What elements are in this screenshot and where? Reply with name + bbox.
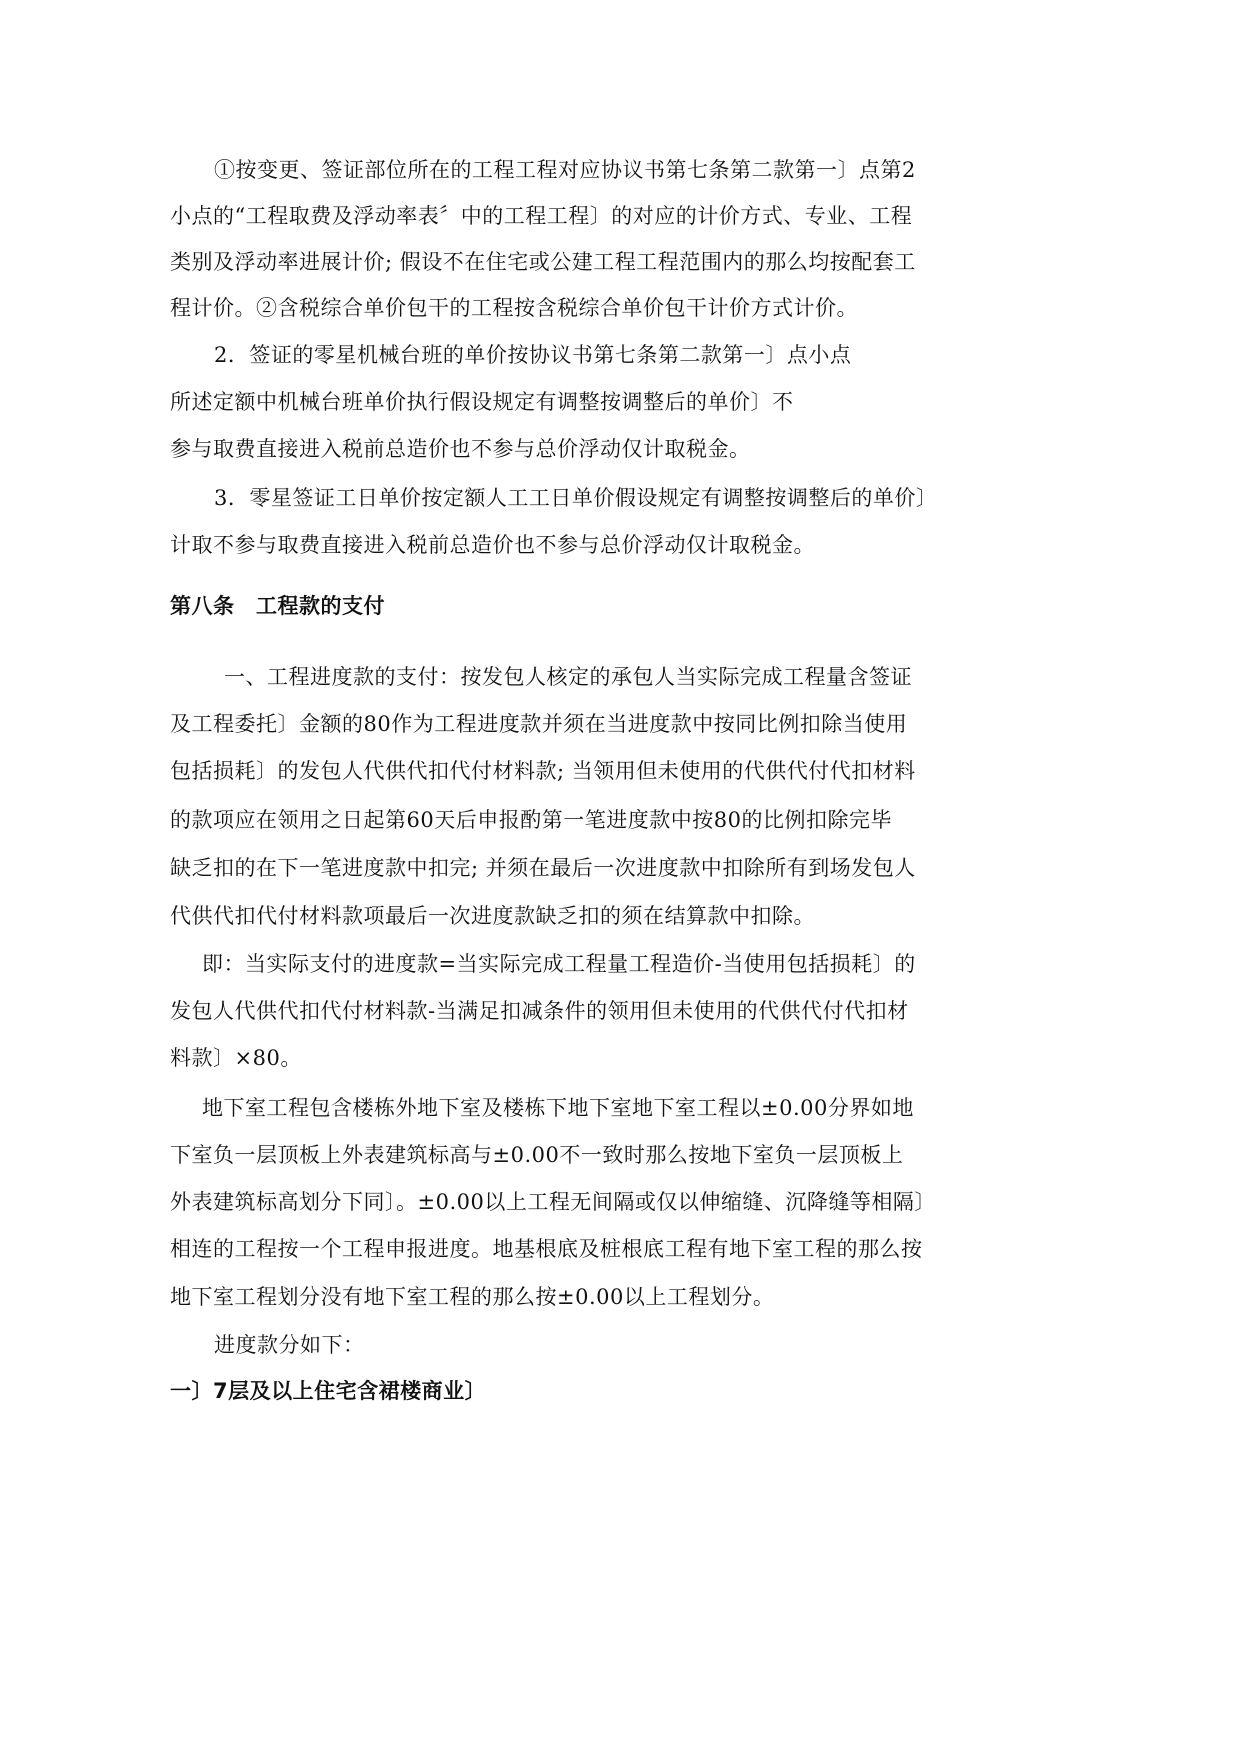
paragraph-line: 计取不参与取费直接进入税前总造价也不参与总价浮动仅计取税金。	[170, 533, 815, 557]
section-heading: 第八条 工程款的支付	[170, 594, 385, 618]
paragraph-line: 料款〕×80。	[170, 1046, 302, 1070]
paragraph-line: 程计价。②含税综合单价包干的工程按含税综合单价包干计价方式计价。	[170, 296, 858, 320]
paragraph-line: 即：当实际支付的进度款=当实际完成工程量工程造价-当使用包括损耗〕的	[202, 952, 916, 976]
subsection-heading: 一〕7层及以上住宅含裙楼商业〕	[170, 1379, 487, 1403]
paragraph-line: 缺乏扣的在下一笔进度款中扣完; 并须在最后一次进度款中扣除所有到场发包人	[170, 856, 916, 880]
paragraph-line: 地下室工程包含楼栋外地下室及楼栋下地下室地下室工程以±0.00分界如地	[202, 1096, 914, 1120]
paragraph-line: 外表建筑标高划分下同〕。±0.00以上工程无间隔或仅以伸缩缝、沉降缝等相隔〕	[170, 1190, 936, 1214]
paragraph-line: 3．零星签证工日单价按定额人工工日单价假设规定有调整按调整后的单价〕	[214, 486, 938, 510]
paragraph-line: 地下室工程划分没有地下室工程的那么按±0.00以上工程划分。	[170, 1285, 775, 1309]
paragraph-line: 小点的“工程取费及浮动率表〞中的工程工程〕的对应的计价方式、专业、工程	[170, 204, 913, 228]
paragraph-line: ①按变更、签证部位所在的工程工程对应协议书第七条第二款第一〕点第2	[214, 158, 916, 182]
paragraph-line: 所述定额中机械台班单价执行假设规定有调整按调整后的单价〕不	[170, 390, 794, 414]
paragraph-line: 及工程委托〕金额的80作为工程进度款并须在当进度款中按同比例扣除当使用	[170, 712, 908, 736]
paragraph-line: 参与取费直接进入税前总造价也不参与总价浮动仅计取税金。	[170, 437, 751, 461]
paragraph-line: 进度款分如下：	[214, 1333, 365, 1357]
paragraph-line: 一、工程进度款的支付：按发包人核定的承包人当实际完成工程量含签证	[224, 665, 912, 689]
paragraph-line: 2．签证的零星机械台班的单价按协议书第七条第二款第一〕点小点	[214, 343, 852, 367]
paragraph-line: 发包人代供代扣代付材料款-当满足扣减条件的领用但未使用的代供代付代扣材	[170, 999, 909, 1023]
paragraph-line: 下室负一层顶板上外表建筑标高与±0.00不一致时那么按地下室负一层顶板上	[170, 1143, 904, 1167]
paragraph-line: 的款项应在领用之日起第60天后申报酌第一笔进度款中按80的比例扣除完毕	[170, 808, 892, 832]
paragraph-line: 代供代扣代付材料款项最后一次进度款缺乏扣的须在结算款中扣除。	[170, 904, 815, 928]
paragraph-line: 相连的工程按一个工程申报进度。地基根底及桩根底工程有地下室工程的那么按	[170, 1237, 923, 1261]
paragraph-line: 类别及浮动率进展计价; 假设不在住宅或公建工程工程范围内的那么均按配套工	[170, 250, 916, 274]
paragraph-line: 包括损耗〕的发包人代供代扣代付材料款; 当领用但未使用的代供代付代扣材料	[170, 759, 916, 783]
